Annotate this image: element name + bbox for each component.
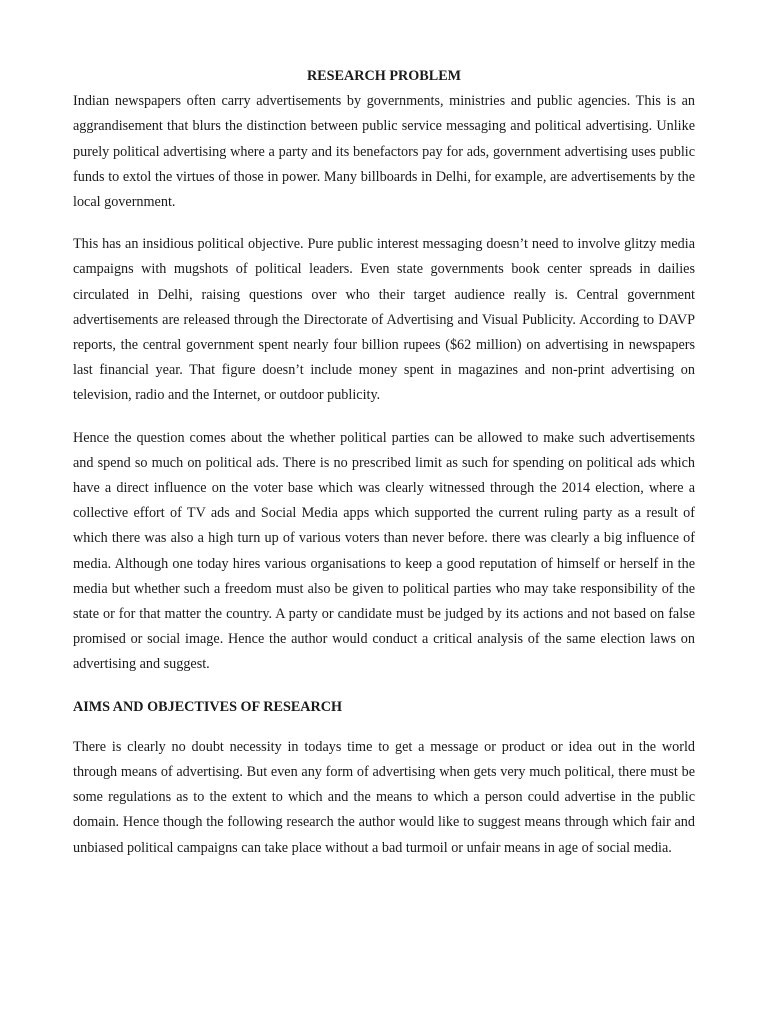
aims-objectives-heading: AIMS AND OBJECTIVES OF RESEARCH (73, 698, 343, 715)
research-problem-paragraph-1: Indian newspapers often carry advertisements by governments, ministries and public agencies. This is an aggrandisement that blurs the distinction between public service messaging and political advertising. Unlike purely political advertising where a party and its benefactors pay for ads, government advertising uses public funds to extol the virtues of those in power. Many billboards in Delhi, for example, are advertisements by the local government. (73, 93, 695, 211)
aims-objectives-paragraph-1: There is clearly no doubt necessity in todays time to get a message or product or idea out in the world through means of advertising. But even any form of advertising when gets very much political, there must be some regulations as to the extent to which and the means to which a person could advertise in the public domain. Hence though the following research the author would like to suggest means through which fair and unbiased political campaigns can take place without a bad turmoil or unfair means in age of social media. (73, 738, 695, 856)
research-problem-heading: RESEARCH PROBLEM (306, 68, 462, 84)
research-problem-paragraph-3: Hence the question comes about the whether political parties can be allowed to make such advertisements and spend so much on political ads. There is no prescribed limit as such for spending on political ads which have a direct influence on the voter base which was clearly witnessed through the 2014 election, where a collective effort of TV ads and Social Media apps which supported the current ruling party as a result of which there was also a high turn up of various voters than never before. there was clearly a big influence of media. Although one today hires various organisations to keep a good reputation of himself or herself in the media but whether such a freedom must also be given to political parties who may take responsibility of the state or for that matter the country. A party or candidate must be judged by its actions and not based on false promised or social image. Hence the author would conduct a critical analysis of the same election laws on advertising and suggest. (73, 429, 695, 673)
research-problem-paragraph-2: This has an insidious political objective. Pure public interest messaging doesn’t need to involve glitzy media campaigns with mugshots of political leaders. Even state governments book center spreads in dailies circulated in Delhi, raising questions over who their target audience really is. Central government advertisements are released through the Directorate of Advertising and Visual Publicity. According to DAVP reports, the central government spent nearly four billion rupees ($62 million) on advertising in newspapers last financial year. That figure doesn’t include money spent in magazines and non-print advertising on television, radio and the Internet, or outdoor publicity. (73, 236, 695, 404)
